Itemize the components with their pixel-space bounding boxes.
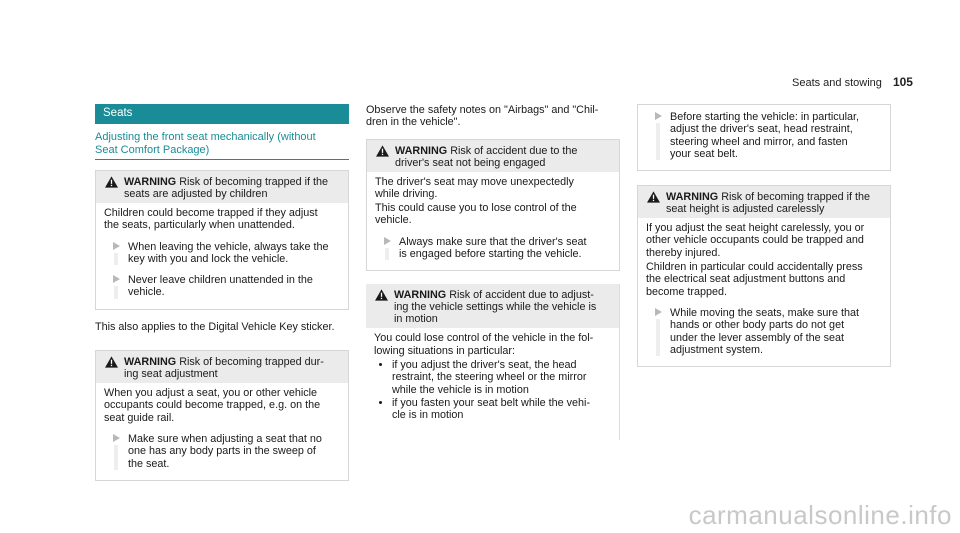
warning-title: driver's seat not being engaged	[395, 156, 546, 169]
warning-header	[96, 171, 348, 203]
warning-label: WARNING	[666, 191, 719, 204]
warning-header	[638, 186, 890, 218]
running-header	[792, 75, 913, 89]
arrow-right-icon	[655, 112, 662, 120]
section-name: Seats and stowing	[792, 77, 882, 89]
instruction-step: Always make sure that the driver's seat is engaged before starting the vehicle.	[375, 236, 611, 261]
arrow-right-icon	[655, 308, 662, 316]
warning-label: WARNING	[124, 176, 177, 188]
warning-box	[637, 185, 891, 367]
warning-text: The driver's seat may move unexpectedly while driving.	[375, 175, 574, 200]
warning-title: ing seat adjustment	[124, 368, 218, 381]
warning-body	[367, 172, 619, 271]
warning-title: Risk of becoming trapped if the	[721, 191, 871, 204]
box-right-border	[619, 284, 620, 440]
warning-body	[96, 383, 348, 480]
warning-box-open	[366, 284, 620, 428]
warning-title: ing the vehicle settings while the vehicle is	[394, 301, 597, 314]
warning-title: Risk of becoming trapped dur-	[179, 356, 324, 369]
warning-label: WARNING	[394, 289, 447, 302]
warning-box	[95, 170, 349, 310]
warning-body	[366, 328, 620, 428]
instruction-step: Make sure when adjusting a seat that no one has any body parts in the sweep of the seat.	[104, 433, 340, 470]
warning-title: seat height is adjusted carelessly	[666, 203, 825, 216]
warning-text: When you adjust a seat, you or other vehicle occupants could become trapped, e.g. on the seat guide rail.	[104, 387, 321, 424]
arrow-right-icon	[113, 275, 120, 283]
warning-text: If you adjust the seat height carelessly, you or other vehicle occupants could be trapped and thereby injured.	[646, 222, 865, 259]
warning-triangle-icon	[105, 356, 118, 368]
warning-label: WARNING	[395, 144, 448, 157]
column-3	[637, 104, 891, 367]
section-bar: Seats	[95, 104, 349, 124]
title-rule	[95, 159, 349, 160]
warning-text: Children in particular could accidentally press the electrical seat adjustment buttons and become trapped.	[646, 261, 863, 298]
warning-box	[366, 139, 620, 272]
page-number: 105	[892, 75, 913, 89]
warning-title: Risk of becoming trapped if the	[179, 176, 329, 188]
bullet-list	[374, 359, 612, 421]
warning-triangle-icon	[375, 289, 388, 301]
warning-title: in motion	[394, 313, 438, 326]
warning-text: Children could become trapped if they adjust the seats, particularly when unattended.	[104, 207, 318, 232]
instruction-step: Before starting the vehicle: in particular, adjust the driver's seat, head restraint, steering wheel and mirror, and fasten your seat belt.	[646, 111, 882, 160]
warning-title: Risk of accident due to adjust-	[449, 289, 594, 302]
warning-label: WARNING	[124, 356, 177, 369]
list-item: • if you fasten your seat belt while the vehi- cle is in motion	[392, 397, 612, 422]
watermark-text: carmanualsonline.info	[688, 500, 952, 530]
warning-header	[366, 284, 620, 328]
warning-header	[96, 351, 348, 383]
warning-triangle-icon	[105, 176, 118, 188]
warning-text: You could lose control of the vehicle in the fol- lowing situations in particular:	[374, 332, 594, 357]
subtitle-line: Adjusting the front seat mechanically (without	[95, 131, 316, 143]
instruction-step: While moving the seats, make sure that hands or other body parts do not get under the lever assembly of the seat adjustment system.	[646, 307, 882, 356]
warning-body	[96, 203, 348, 309]
warning-box	[95, 350, 349, 481]
instruction-box	[637, 104, 891, 171]
warning-triangle-icon	[647, 191, 660, 203]
warning-text: This could cause you to lose control of the vehicle.	[375, 202, 577, 227]
warning-title: Risk of accident due to the	[450, 144, 578, 157]
warning-triangle-icon	[376, 145, 389, 157]
note-text: This also applies to the Digital Vehicle Key sticker.	[95, 320, 335, 333]
column-2	[366, 104, 620, 428]
instruction-step: When leaving the vehicle, always take the key with you and lock the vehicle.	[104, 241, 340, 266]
list-item: • if you adjust the driver's seat, the head restraint, the steering wheel or the mirror while the vehicle is in motion	[392, 359, 612, 396]
arrow-right-icon	[113, 434, 120, 442]
column-1	[95, 104, 349, 481]
subsection-title	[95, 131, 349, 157]
warning-title: seats are adjusted by children	[124, 188, 268, 200]
arrow-right-icon	[113, 242, 120, 250]
warning-body	[638, 218, 890, 366]
subtitle-line: Seat Comfort Package)	[95, 144, 210, 156]
intro-text: Observe the safety notes on "Airbags" and "Chil- dren in the vehicle".	[366, 104, 599, 129]
warning-header	[367, 140, 619, 172]
instruction-step: Never leave children unattended in the vehicle.	[104, 274, 340, 299]
arrow-right-icon	[384, 237, 391, 245]
